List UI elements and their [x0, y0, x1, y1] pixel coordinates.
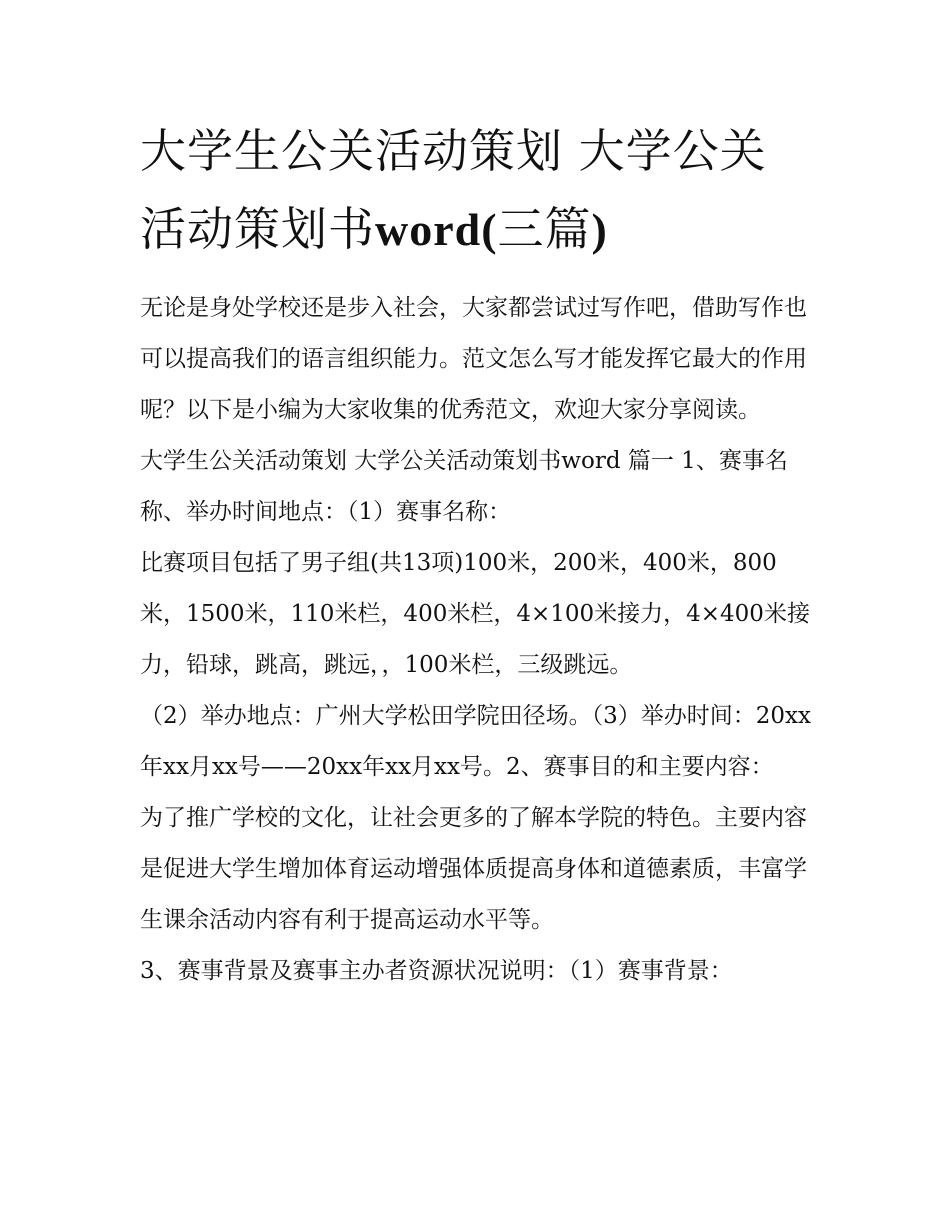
- section-heading-paragraph: 大学生公关活动策划 大学公关活动策划书word 篇一 1、赛事名称、举办时间地点：（1）赛事名称：: [140, 448, 788, 525]
- document-body: [140, 112, 812, 997]
- events-paragraph: 比赛项目包括了男子组(共13项)100米，200米，400米，800米，1500米，110米栏，400米栏，4×100米接力，4×400米接力，铅球，跳高，跳远，，100米栏，三级跳远。: [140, 550, 810, 678]
- title-text-close: ): [591, 204, 608, 255]
- title-text-word: word(: [375, 204, 498, 255]
- venue-time-paragraph: （2）举办地点：广州大学松田学院田径场。（3）举办时间：20xx年xx月xx号——20xx年xx月xx号。2、赛事目的和主要内容：: [140, 703, 811, 780]
- title-text-part1: 大学生公关活动策划 大学公关活动策划书: [140, 124, 767, 256]
- intro-paragraph: 无论是身处学校还是步入社会，大家都尝试过写作吧，借助写作也可以提高我们的语言组织能力。范文怎么写才能发挥它最大的作用呢？以下是小编为大家收集的优秀范文，欢迎大家分享阅读。: [140, 295, 807, 423]
- document-title: [140, 112, 812, 269]
- purpose-paragraph: 为了推广学校的文化，让社会更多的了解本学院的特色。主要内容是促进大学生增加体育运动增强体质提高身体和道德素质，丰富学生课余活动内容有利于提高运动水平等。: [140, 805, 807, 933]
- title-text-count: 三篇: [497, 202, 592, 256]
- background-paragraph: 3、赛事背景及赛事主办者资源状况说明：（1）赛事背景：: [140, 958, 733, 984]
